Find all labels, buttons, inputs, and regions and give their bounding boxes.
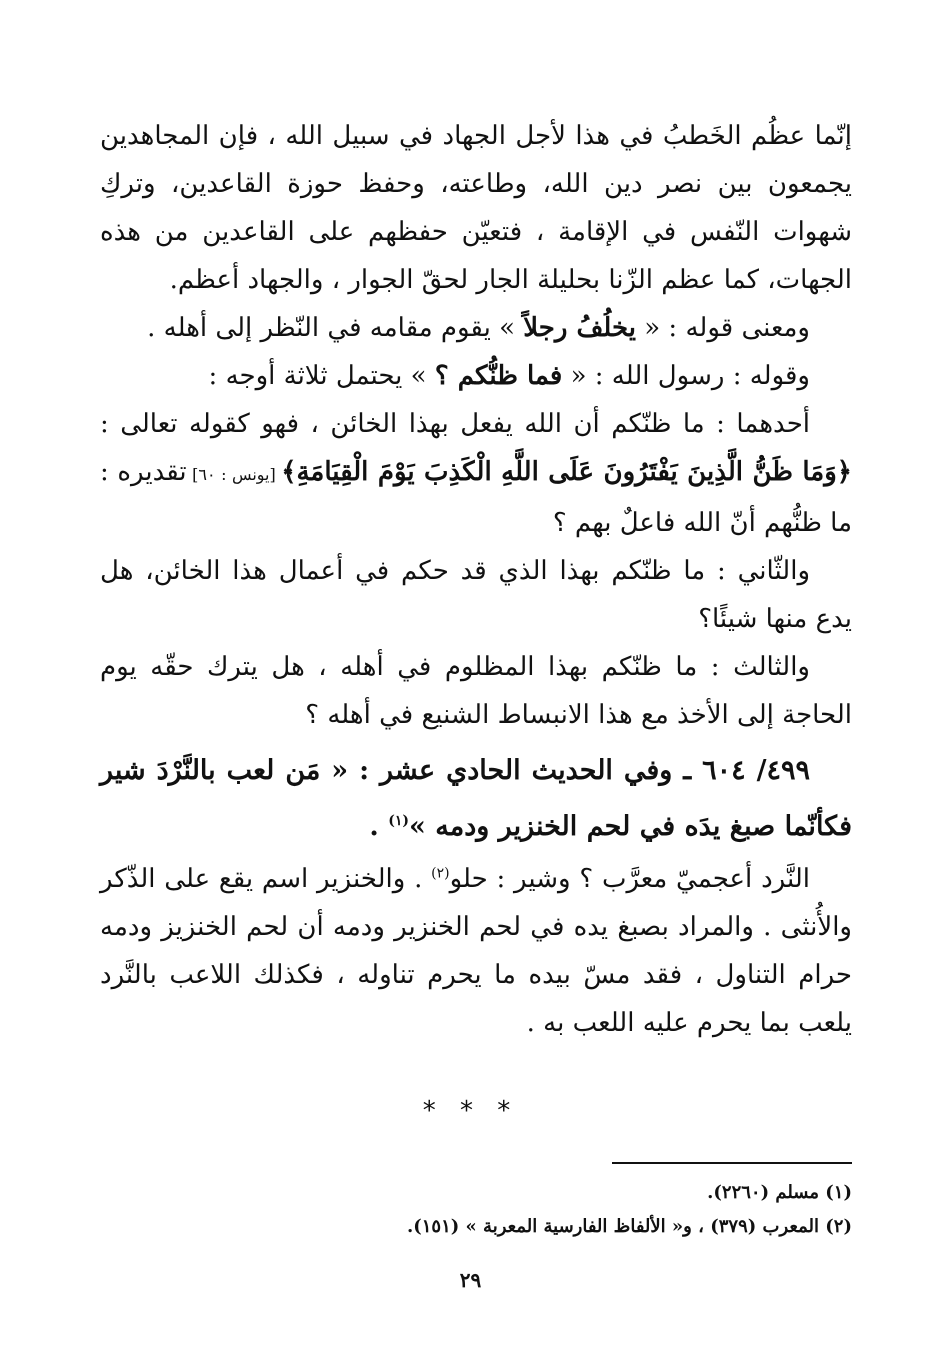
text-segment: . والخنزير اسم يقع على الذّكر والأُنثى . والمراد بصبغ يده في لحم الخنزير ودمه أن لحم الخنزيز ودمه حرام التناول ، فقد مسّ بيده ما يحرم تناوله ، فكذلك اللاعب بالنَّرد يلعب بما يحرم عليه اللعب به . [100,864,852,1038]
footnote-divider [612,1162,852,1164]
footnote-marker: (٢) [431,865,450,882]
hadith-text: ٤٩٩/ ٦٠٤ ـ وفي الحديث الحادي عشر : « مَن لعب بالنَّرْدَ شير فكأنّما صبغ يدَه في لحم الخنزير ودمه » [100,755,852,842]
text-segment: النَّرد أعجميّ معرَّب ؟ وشير : حلو [449,864,810,894]
footnote-1: (١) مسلم (٢٢٦٠). [707,1182,852,1203]
footnote-2: (٢) المعرب (٣٧٩) ، و« الألفاظ الفارسية المعربة » (١٥١). [406,1216,852,1237]
text-segment: وقوله : رسول الله : « [562,361,810,391]
paragraph-first-aspect [100,400,852,547]
text-segment: » يقوم مقامه في النّظر إلى أهله . [147,313,524,343]
section-separator: * * * [422,1096,519,1126]
paragraph-text: إنّما عظُم الخَطبُ في هذا لأجل الجهاد في سبيل الله ، فإن المجاهدين يجمعون بين نصر دين الله، وطاعته، وحفظ حوزة القاعدين، وتركِ شهوات النّفس في الإقامة ، فتعيّن حفظهم على القاعدين من هذه الجهات، كما عظم الزّنا بحليلة الجار لحقّ الجوار ، والجهاد أعظم. [100,121,852,295]
paragraph-third-aspect [100,643,852,739]
paragraph-three-aspects [100,352,852,400]
paragraph-nard-explanation [100,855,852,1047]
main-text [100,112,852,1047]
hadith-heading [100,743,852,855]
paragraph-text: والثّاني : ما ظنّكم بهذا الذي قد حكم في أعمال هذا الخائن، هل يدع منها شيئًا؟ [100,556,852,634]
footnotes [300,1176,852,1244]
page-number: ٢٩ [459,1268,482,1292]
footnote-marker: (١) [388,813,409,829]
text-segment: » يحتمل ثلاثة أوجه : [208,361,435,391]
text-segment: . [369,811,389,842]
text-segment: أحدهما : ما ظنّكم أن الله يفعل بهذا الخائن ، فهو كقوله تعالى : [100,409,810,439]
text-segment: ومعنى قوله : « [636,313,810,343]
quran-verse: ﴿وَمَا ظَنُّ الَّذِينَ يَفْتَرُونَ عَلَى اللَّهِ الْكَذِبَ يَوْمَ الْقِيَامَةِ﴾ [281,457,853,487]
paragraph-intro [100,112,852,304]
bold-quote: فما ظنُّكم ؟ [434,361,563,391]
text-segment: تقديره : ما ظنُّهم أنّ الله فاعلٌ بهم ؟ [100,457,852,538]
paragraph-text: والثالث : ما ظنّكم بهذا المظلوم في أهله ، هل يترك حقّه يوم الحاجة إلى الأخذ مع هذا الانبساط الشنيع في أهله ؟ [100,652,852,730]
paragraph-meaning-yakhluf [100,304,852,352]
bold-quote: يخلُفُ رجلاً [523,313,636,343]
verse-reference: [يونس : ٦٠] [186,465,282,484]
paragraph-second-aspect [100,547,852,643]
